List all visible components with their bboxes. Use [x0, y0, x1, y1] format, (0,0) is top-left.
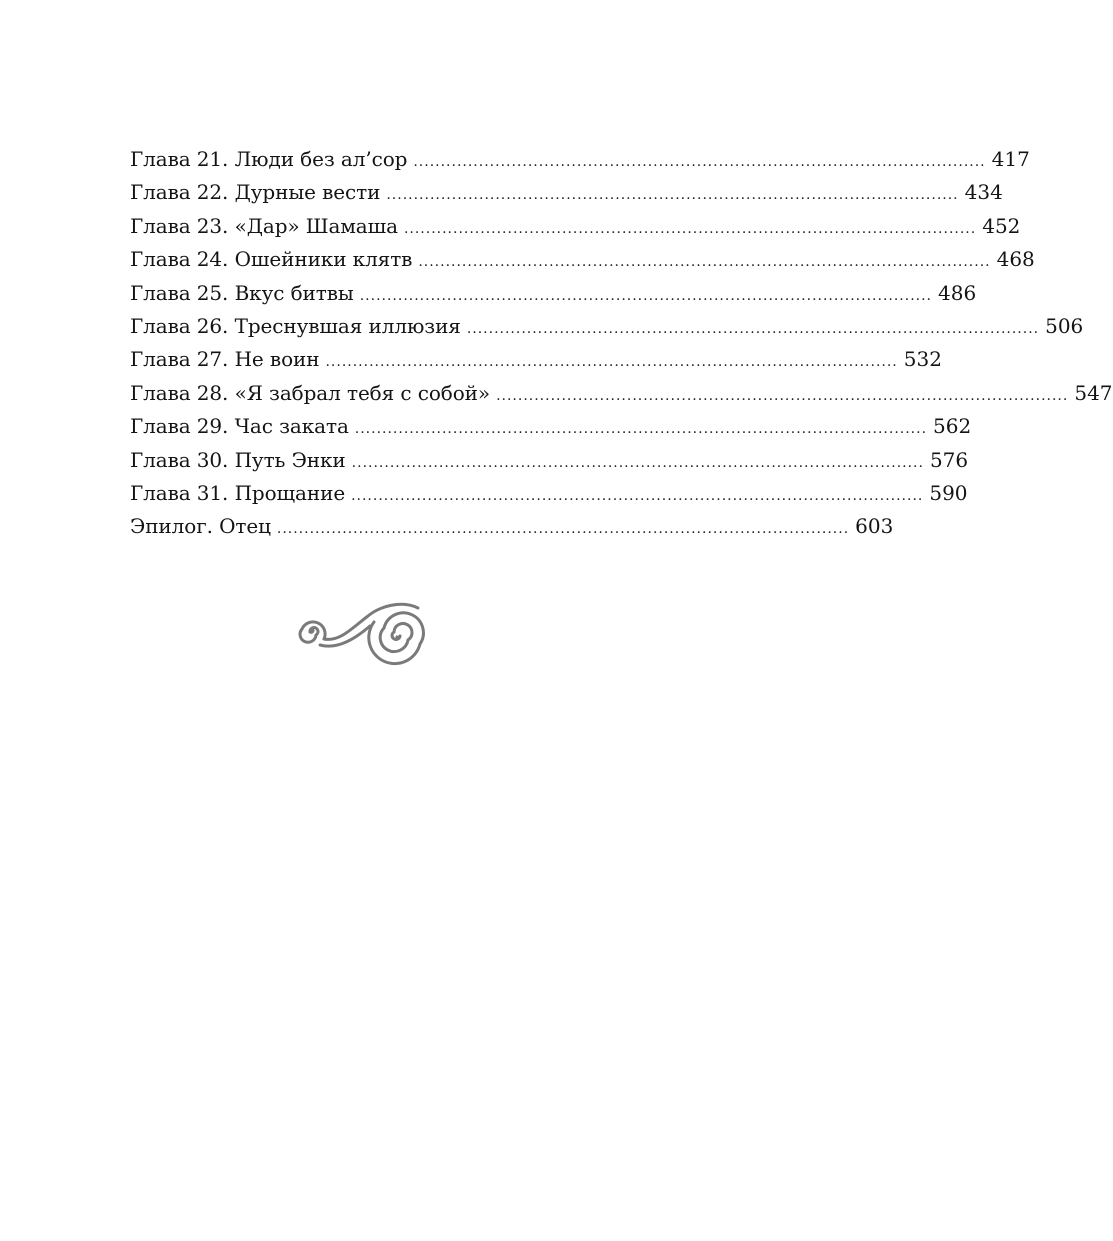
- toc-entry-chapter-22[interactable]: [130, 176, 1003, 209]
- toc-entry-chapter-23[interactable]: [130, 210, 1021, 243]
- toc-entry-title: Глава 21. Люди без ал’сор: [130, 147, 408, 171]
- toc-entry-page: 576: [929, 447, 969, 472]
- toc-entry-title: Глава 29. Час заката: [130, 414, 349, 439]
- toc-entry-page: 452: [982, 213, 1021, 238]
- toc-dot-leader: .........................................................................................................: [325, 354, 898, 371]
- toc-entry-title: Глава 26. Треснувшая иллюзия: [130, 313, 461, 338]
- toc-entry-chapter-24[interactable]: [130, 243, 1035, 276]
- toc-dot-leader: .........................................................................................................: [403, 220, 977, 237]
- toc-entry-epilogue[interactable]: [130, 510, 894, 543]
- toc-entry-page: 417: [991, 147, 1030, 171]
- toc-dot-leader: .........................................................................................................: [354, 421, 928, 438]
- toc-entry-chapter-26[interactable]: [130, 310, 1084, 343]
- toc-dot-leader: .........................................................................................................: [466, 320, 1040, 337]
- toc-dot-leader: .........................................................................................................: [276, 521, 850, 538]
- toc-entry-title: Глава 24. Ошейники клятв: [130, 247, 413, 272]
- toc-entry-page: 434: [964, 180, 1003, 205]
- toc-entry-title: Глава 27. Не воин: [130, 347, 320, 372]
- toc-dot-leader: .........................................................................................................: [351, 454, 924, 471]
- toc-entry-page: 486: [938, 280, 977, 305]
- toc-dot-leader: .........................................................................................................: [418, 254, 991, 271]
- toc-entry-page: 532: [903, 347, 942, 372]
- toc-entry-title: Глава 22. Дурные вести: [130, 180, 381, 205]
- toc-entry-chapter-29[interactable]: [130, 410, 972, 443]
- toc-dot-leader: .........................................................................................................: [413, 154, 986, 170]
- toc-entry-page: 506: [1045, 313, 1084, 338]
- toc-dot-leader: .........................................................................................................: [496, 387, 1069, 404]
- toc-entry-page: 547: [1074, 380, 1113, 405]
- toc-entry-chapter-30[interactable]: [130, 444, 969, 477]
- toc-entry-title: Глава 31. Прощание: [130, 480, 346, 505]
- double-spiral-ornament-icon: [290, 598, 436, 672]
- toc-dot-leader: .........................................................................................................: [359, 287, 932, 304]
- toc-entry-page: 590: [929, 480, 968, 505]
- table-of-contents: [130, 143, 1113, 544]
- toc-dot-leader: .........................................................................................................: [351, 487, 924, 504]
- toc-dot-leader: .........................................................................................................: [386, 187, 959, 204]
- toc-entry-chapter-25[interactable]: [130, 277, 977, 310]
- toc-entry-page: 468: [996, 247, 1035, 272]
- toc-entry-title: Эпилог. Отец: [130, 514, 271, 539]
- toc-entry-page: 562: [933, 414, 972, 439]
- toc-entry-chapter-21[interactable]: [130, 143, 1030, 176]
- toc-entry-title: Глава 25. Вкус битвы: [130, 280, 354, 305]
- toc-entry-chapter-27[interactable]: [130, 343, 942, 376]
- toc-entry-chapter-31[interactable]: [130, 477, 968, 510]
- toc-entry-chapter-28[interactable]: [130, 377, 1113, 410]
- toc-entry-title: Глава 28. «Я забрал тебя с собой»: [130, 380, 491, 405]
- toc-entry-title: Глава 23. «Дар» Шамаша: [130, 213, 398, 238]
- toc-entry-page: 603: [855, 514, 894, 539]
- toc-entry-title: Глава 30. Путь Энки: [130, 447, 346, 472]
